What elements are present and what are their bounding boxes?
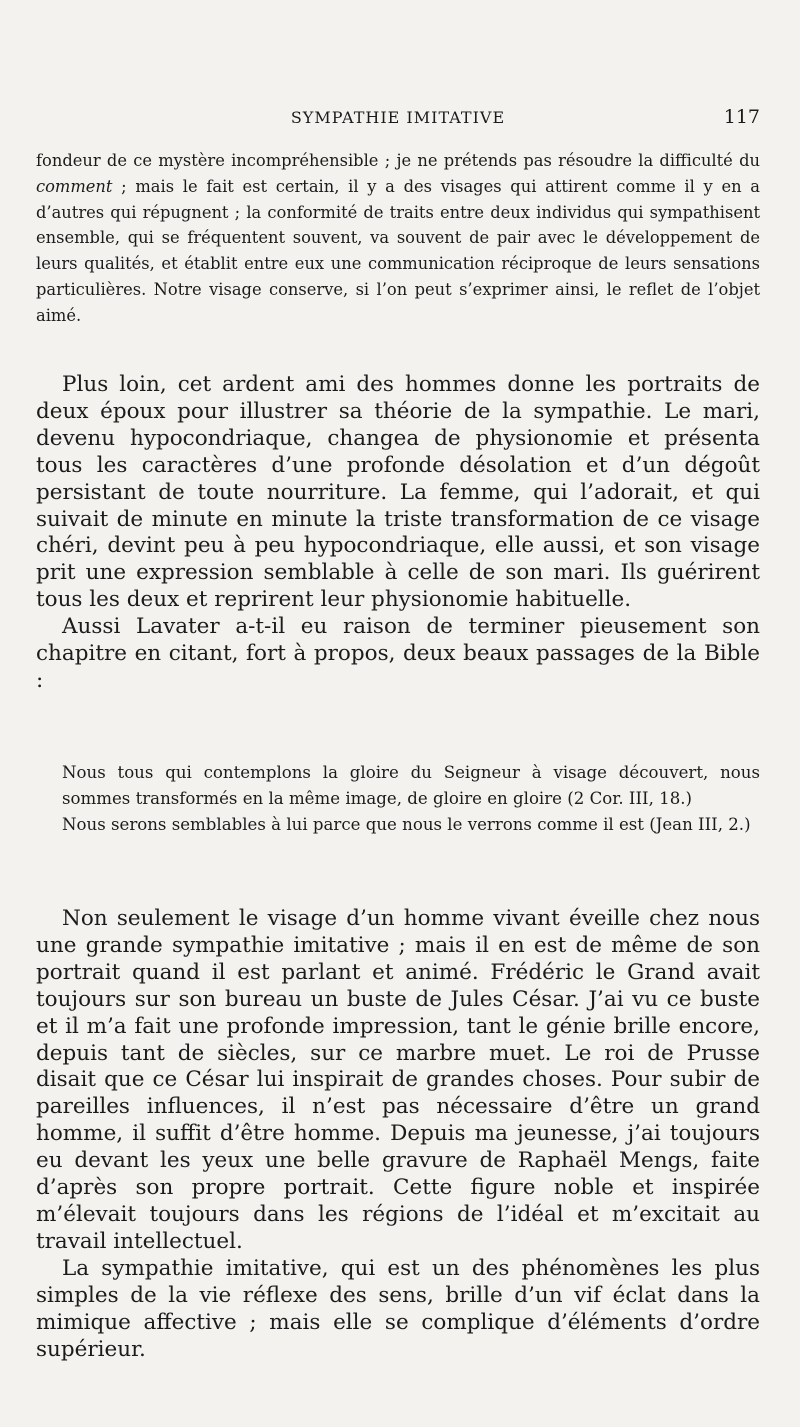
bible-quotes: [62, 760, 760, 838]
paragraph-portrait-influence: Non seulement le visage d’un homme vivant éveille chez nous une grande sympathie imitative ; mais il en est de même de son portrait quand il est parlant et animé. Frédéric le Grand avait toujours sur son bureau un buste de Jules César. J’ai vu ce buste et il m’a fait une profonde impression, tant le génie brille encore, depuis tant de siècles, sur ce marbre muet. Le roi de Prusse disait que ce César lui inspirait de grandes choses. Pour subir de pareilles influences, il n’est pas nécessaire d’être un grand homme, il suffit d’être homme. Depuis ma jeunesse, j’ai toujours eu devant les yeux une belle gravure de Raphaël Mengs, faite d’après son propre portrait. Cette figure noble et inspirée m’élevait toujours dans les régions de l’idéal et m’excitait au travail intellectuel.: [36, 906, 760, 1254]
quote-corinthians: Nous tous qui contemplons la gloire du Seigneur à visage découvert, nous sommes transformés en la même image, de gloire en gloire (2 Cor. III, 18.): [62, 763, 760, 808]
intro-text-end: ; mais le fait est certain, il y a des visages qui attirent comme il y en a d’autres qui répugnent ; la conformité de traits entre deux individus qui sympathisent ensemble, qui se fréquentent souvent, va souvent de pair avec le développement de leurs qualités, et établit entre eux une communication réciproque de leurs sensations particulières. Notre visage conserve, si l’on peut s’exprimer ainsi, le reflet de l’objet aimé.: [36, 176, 760, 325]
paragraph-portraits: Plus loin, cet ardent ami des hommes donne les portraits de deux époux pour illustrer sa théorie de la sympathie. Le mari, devenu hypocondriaque, changea de physionomie et présenta tous les caractères d’une profonde désolation et d’un dégoût persistant de toute nourriture. La femme, qui l’adorait, et qui suivait de minute en minute la triste transformation de ce visage chéri, devint peu à peu hypocondriaque, elle aussi, et son visage prit une expression semblable à celle de son mari. Ils guérirent tous les deux et reprirent leur physionomie habituelle.: [36, 372, 760, 613]
page-number: 117: [723, 106, 760, 128]
body-section-a: [36, 372, 760, 695]
body-section-b: [36, 906, 760, 1363]
intro-italic-word: comment: [36, 176, 113, 196]
paragraph-lavater: Aussi Lavater a-t-il eu raison de terminer pieusement son chapitre en citant, fort à propos, deux beaux passages de la Bible :: [36, 614, 760, 693]
quote-john: Nous serons semblables à lui parce que nous le verrons comme il est (Jean III, 2.): [62, 815, 751, 834]
intro-paragraph: [36, 148, 760, 329]
page-header: [36, 106, 760, 134]
intro-text-start: fondeur de ce mystère incompréhensible ; je ne prétends pas résoudre la difficulté du: [36, 151, 760, 170]
running-title: SYMPATHIE IMITATIVE: [290, 108, 506, 127]
paragraph-conclusion: La sympathie imitative, qui est un des phénomènes les plus simples de la vie réflexe des sens, brille d’un vif éclat dans la mimique affective ; mais elle se complique d’éléments d’ordre supérieur.: [36, 1255, 760, 1362]
